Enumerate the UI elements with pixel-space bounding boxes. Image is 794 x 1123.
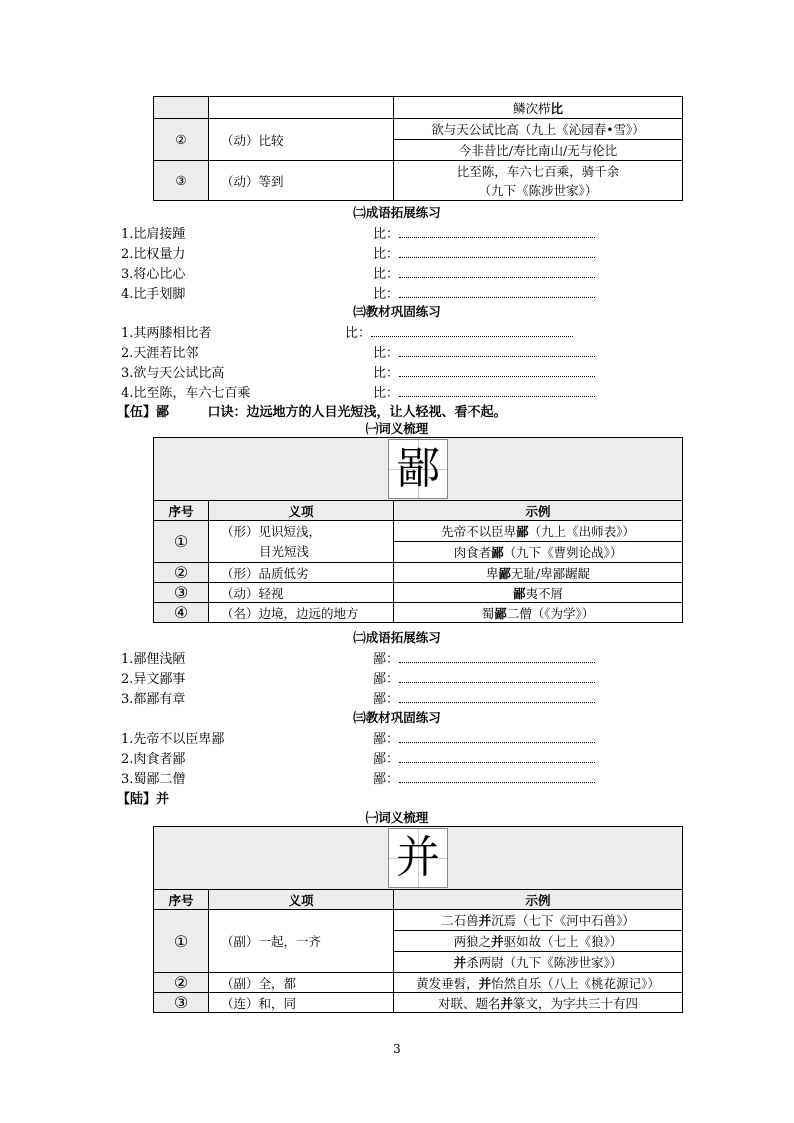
example-cell: 并杀两尉（九下《陈涉世家》） [394, 952, 683, 973]
example-cell: 先帝不以臣卑鄙（九上《出师表》） [394, 521, 683, 542]
row-number: ③ [154, 583, 209, 603]
table-row [154, 161, 683, 181]
character-title: 【伍】鄙 口诀：边远地方的人目光短浅，让人轻视、看不起。 [117, 405, 507, 420]
section-heading: ㈡成语拓展练习 [353, 205, 441, 220]
meaning-cell: （副）全，都 [209, 973, 394, 993]
big-character: 鄙 [388, 439, 448, 499]
table-row [154, 521, 683, 542]
table-row [154, 97, 683, 119]
section-heading: ㈢教材巩固练习 [353, 710, 441, 725]
answer-blank[interactable]: 鄙： [373, 688, 595, 707]
answer-blank[interactable]: 比： [373, 342, 595, 361]
character-box [154, 438, 683, 501]
row-number: ② [154, 563, 209, 583]
example-cell: 肉食者鄙（九下《曹刿论战》） [394, 542, 683, 563]
answer-blank[interactable]: 比： [345, 322, 573, 341]
row-number: ③ [154, 161, 209, 201]
bi5-meaning-table [153, 437, 683, 623]
answer-blank[interactable]: 鄙： [373, 768, 595, 787]
table-row [154, 973, 683, 993]
section-heading: ㈠词义梳理 [365, 421, 429, 436]
meaning-cell [209, 97, 394, 119]
answer-blank[interactable]: 鄙： [373, 668, 595, 687]
example-cell: 黄发垂髫，并怡然自乐（八上《桃花源记》） [394, 973, 683, 993]
question-item: 3.欲与天公试比高 [121, 366, 225, 381]
example-cell: 鳞次栉比 [394, 97, 683, 119]
table-row [154, 583, 683, 603]
table-row [154, 603, 683, 623]
answer-blank[interactable]: 鄙： [373, 728, 595, 747]
example-cell: （九下《陈涉世家》） [394, 181, 683, 201]
section-heading: ㈠词义梳理 [365, 810, 429, 825]
table-header: 序号 义项 示例 [154, 890, 683, 910]
bi-meaning-table [153, 96, 683, 201]
answer-blank[interactable]: 比： [373, 362, 595, 381]
answer-blank[interactable]: 比： [373, 243, 595, 262]
example-cell: 欲与天公试比高（九上《沁园春•雪》） [394, 119, 683, 140]
meaning-cell: （动）轻视 [209, 583, 394, 603]
question-item: 3.都鄙有章 [121, 692, 186, 707]
page-number: 3 [393, 1042, 401, 1056]
big-character: 并 [388, 828, 448, 888]
answer-blank[interactable]: 比： [373, 223, 595, 242]
question-item: 1.其两膝相比者 [121, 326, 212, 341]
meaning-cell: （连）和，同 [209, 993, 394, 1013]
question-item: 2.异文鄙事 [121, 672, 186, 687]
character-box [154, 827, 683, 890]
bing6-meaning-table [153, 826, 683, 1013]
example-cell: 比至陈，车六七百乘，骑千余 [394, 161, 683, 181]
example-cell: 两狼之并驱如故（七上《狼》） [394, 931, 683, 952]
meaning-cell: （形）品质低劣 [209, 563, 394, 583]
question-item: 2.比权量力 [121, 247, 186, 262]
example-cell: 卑鄙无耻/卑鄙龌龊 [394, 563, 683, 583]
answer-blank[interactable]: 鄙： [373, 648, 595, 667]
table-header: 序号 义项 示例 [154, 501, 683, 521]
section-heading: ㈢教材巩固练习 [353, 304, 441, 319]
table-row [154, 910, 683, 931]
question-item: 2.天涯若比邻 [121, 346, 199, 361]
example-cell: 鄙夷不屑 [394, 583, 683, 603]
example-cell: 对联、题名并篆文，为字共三十有四 [394, 993, 683, 1013]
question-item: 4.比至陈，车六七百乘 [121, 386, 251, 401]
question-item: 4.比手划脚 [121, 287, 186, 302]
section-heading: ㈡成语拓展练习 [353, 630, 441, 645]
mnemonic: 口诀：边远地方的人目光短浅，让人轻视、看不起。 [207, 405, 507, 420]
answer-blank[interactable]: 比： [373, 382, 595, 401]
table-row [154, 119, 683, 140]
meaning-cell: （动）等到 [209, 161, 394, 201]
row-number: ④ [154, 603, 209, 623]
answer-blank[interactable]: 比： [373, 283, 595, 302]
table-row [154, 993, 683, 1013]
row-number: ② [154, 119, 209, 161]
question-item: 1.鄙俚浅陋 [121, 652, 186, 667]
question-item: 1.先帝不以臣卑鄙 [121, 732, 225, 747]
question-item: 3.蜀鄙二僧 [121, 772, 186, 787]
answer-blank[interactable]: 比： [373, 263, 595, 282]
row-number: ① [154, 521, 209, 563]
meaning-cell: （名）边境，边远的地方 [209, 603, 394, 623]
question-item: 2.肉食者鄙 [121, 752, 186, 767]
meaning-cell: （动）比较 [209, 119, 394, 161]
question-item: 3.将心比心 [121, 267, 186, 282]
row-number [154, 97, 209, 119]
row-number: ② [154, 973, 209, 993]
table-row [154, 563, 683, 583]
meaning-cell: （副）一起，一齐 [209, 910, 394, 973]
example-cell: 蜀鄙二僧（《为学》） [394, 603, 683, 623]
row-number: ③ [154, 993, 209, 1013]
answer-blank[interactable]: 鄙： [373, 748, 595, 767]
example-cell: 今非昔比/寿比南山/无与伦比 [394, 140, 683, 161]
row-number: ① [154, 910, 209, 973]
character-title: 【陆】并 [117, 792, 170, 807]
example-cell: 二石兽并沉焉（七下《河中石兽》） [394, 910, 683, 931]
question-item: 1.比肩接踵 [121, 227, 186, 242]
meaning-cell: （形）见识短浅， 目光短浅 [209, 521, 394, 563]
